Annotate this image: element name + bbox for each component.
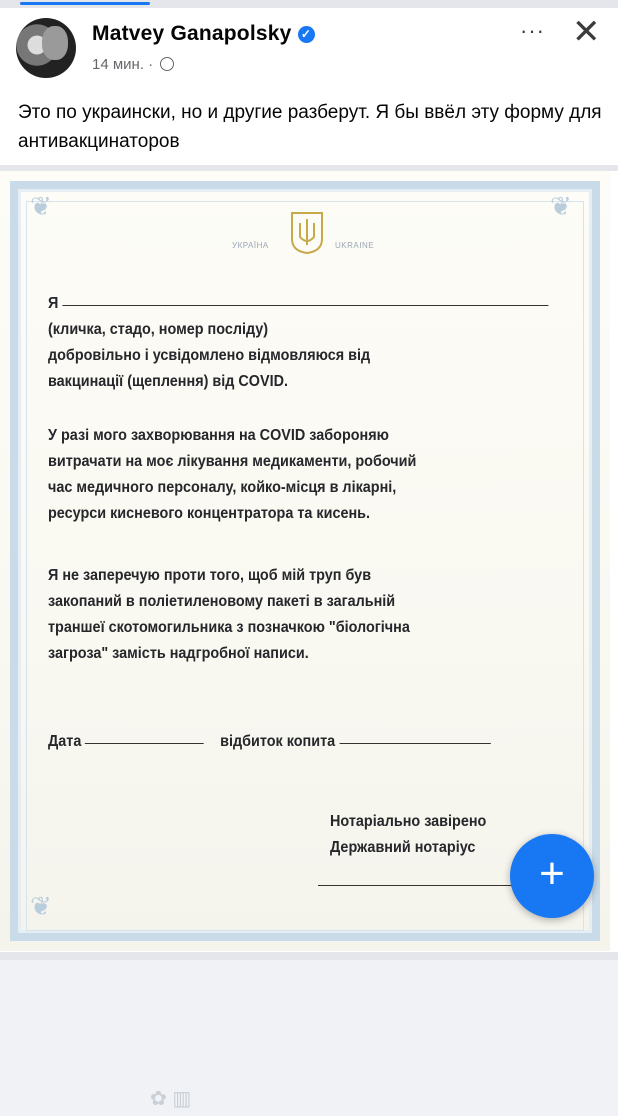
avatar-face [42, 26, 68, 60]
doc-header-left: УКРАЇНА [232, 241, 269, 250]
date-label: Дата [48, 733, 82, 750]
notary-line-2: Державний нотаріус [330, 839, 476, 856]
doc-para2-line2: витрачати на моє лікування медикаменти, робочий [48, 453, 417, 470]
post-text: Это по украински, но и другие разберут. Я бы ввёл эту форму для антивакцинаторов [18, 102, 602, 152]
doc-para3-line3: траншеї скотомогильника з позначкою "біологічна [48, 619, 410, 636]
doc-header-right: UKRAINE [335, 241, 375, 250]
doc-line-name [48, 291, 548, 317]
more-options-button[interactable]: ··· [520, 18, 545, 43]
signature-blank-line [318, 885, 518, 886]
stamp-ornament-icon: ✿ ▥ [150, 1088, 192, 1110]
top-accent [20, 2, 150, 5]
post-card [0, 8, 618, 1110]
top-bar [0, 0, 618, 8]
author-name-text[interactable]: Matvey Ganapolsky [92, 22, 292, 45]
corner-ornament-icon: ❦ [550, 191, 572, 221]
doc-para2-line3: час медичного персоналу, койко-місця в лікарні, [48, 479, 397, 496]
doc-para3-line1: Я не заперечую проти того, щоб мій труп був [48, 567, 372, 584]
hoof-label: відбиток копита [220, 733, 336, 750]
doc-para2-line4: ресурси кисневого концентратора та кисень. [48, 505, 371, 522]
corner-ornament-icon: ❦ [30, 891, 52, 921]
doc-para2-line1: У разі мого захворювання на COVID забороняю [48, 427, 389, 444]
doc-line-2: (кличка, стадо, номер посліду) [48, 321, 269, 338]
post-time[interactable]: 14 мин. [92, 56, 144, 73]
hoof-blank-line [339, 743, 490, 744]
close-button[interactable]: ✕ [572, 13, 601, 51]
doc-para3-line2: закопаний в поліетиленовому пакеті в загальній [48, 593, 396, 610]
notary-line-1: Нотаріально завірено [330, 813, 487, 830]
bottom-bar [0, 952, 618, 960]
corner-ornament-icon: ❦ [30, 191, 52, 221]
add-button[interactable]: + [510, 834, 594, 918]
post-image-document[interactable] [0, 171, 610, 1110]
verified-check-icon: ✓ [298, 26, 315, 43]
doc-line-3: добровільно і усвідомлено відмовляюся від [48, 347, 371, 364]
author-avatar[interactable] [16, 18, 76, 78]
doc-line-4: вакцинації (щеплення) від COVID. [48, 373, 289, 390]
author-name[interactable] [92, 22, 315, 46]
meta-separator: · [148, 56, 154, 73]
coat-of-arms-icon [290, 211, 324, 255]
date-blank-line [85, 743, 204, 744]
globe-icon [160, 57, 174, 71]
doc-ya: Я [48, 295, 59, 312]
post-meta [92, 56, 174, 73]
doc-date-row [48, 729, 490, 755]
doc-para3-line4: загроза" замість надгробної написи. [48, 645, 309, 662]
name-blank-line [62, 305, 548, 306]
